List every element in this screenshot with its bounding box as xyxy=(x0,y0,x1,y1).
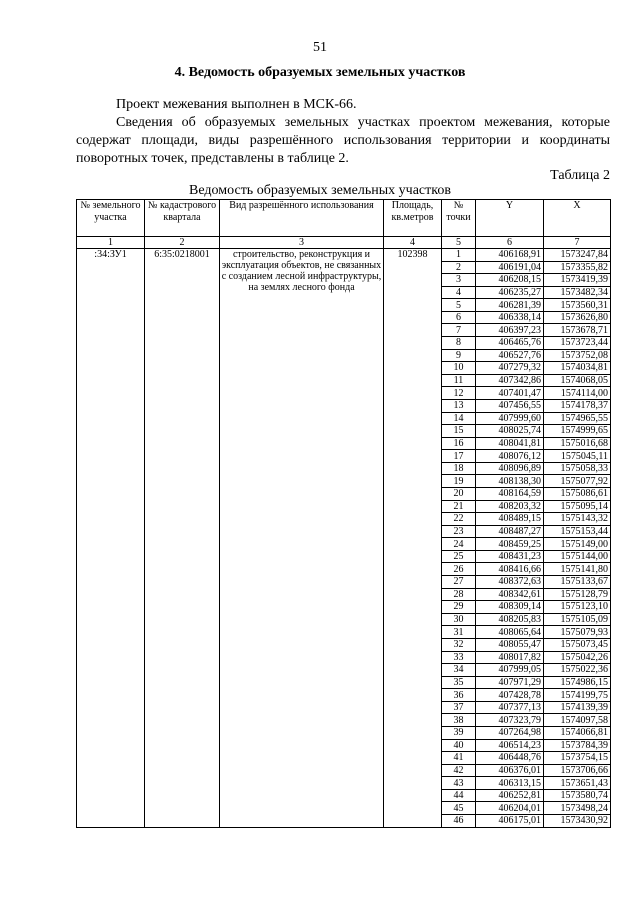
column-number: 3 xyxy=(220,237,384,249)
point-number-cell: 45 xyxy=(442,802,476,815)
y-coordinate-cell: 406252,81 xyxy=(476,789,544,802)
x-coordinate-cell: 1573247,84 xyxy=(544,249,611,262)
description-paragraph: Сведения об образуемых земельных участках проектом межевания, которые содержат площади, виды разрешённого использования территории и координаты поворотных точек, представлены в таблице 2. xyxy=(76,115,610,166)
y-coordinate-cell: 406338,14 xyxy=(476,311,544,324)
x-coordinate-cell: 1575123,10 xyxy=(544,601,611,614)
point-number-cell: 33 xyxy=(442,651,476,664)
point-number-cell: 24 xyxy=(442,538,476,551)
point-number-cell: 1 xyxy=(442,249,476,262)
point-number-cell: 12 xyxy=(442,387,476,400)
x-coordinate-cell: 1574114,00 xyxy=(544,387,611,400)
column-number: 1 xyxy=(77,237,145,249)
header-y: Y xyxy=(476,200,544,237)
x-coordinate-cell: 1574965,55 xyxy=(544,412,611,425)
x-coordinate-cell: 1575141,80 xyxy=(544,563,611,576)
point-number-cell: 18 xyxy=(442,462,476,475)
x-coordinate-cell: 1575058,33 xyxy=(544,462,611,475)
point-number-cell: 31 xyxy=(442,626,476,639)
y-coordinate-cell: 407264,98 xyxy=(476,726,544,739)
point-number-cell: 41 xyxy=(442,752,476,765)
y-coordinate-cell: 408342,61 xyxy=(476,588,544,601)
point-number-cell: 16 xyxy=(442,437,476,450)
y-coordinate-cell: 407999,60 xyxy=(476,412,544,425)
point-number-cell: 29 xyxy=(442,601,476,614)
y-coordinate-cell: 406514,23 xyxy=(476,739,544,752)
point-number-cell: 20 xyxy=(442,487,476,500)
y-coordinate-cell: 407999,05 xyxy=(476,664,544,677)
point-number-cell: 10 xyxy=(442,362,476,375)
x-coordinate-cell: 1573498,24 xyxy=(544,802,611,815)
x-coordinate-cell: 1575045,11 xyxy=(544,450,611,463)
x-coordinate-cell: 1575077,92 xyxy=(544,475,611,488)
y-coordinate-cell: 407377,13 xyxy=(476,701,544,714)
y-coordinate-cell: 406191,04 xyxy=(476,261,544,274)
point-number-cell: 44 xyxy=(442,789,476,802)
x-coordinate-cell: 1575144,00 xyxy=(544,550,611,563)
point-number-cell: 25 xyxy=(442,550,476,563)
x-coordinate-cell: 1573560,31 xyxy=(544,299,611,312)
x-coordinate-cell: 1574999,65 xyxy=(544,425,611,438)
y-coordinate-cell: 406175,01 xyxy=(476,815,544,828)
column-number: 6 xyxy=(476,237,544,249)
x-coordinate-cell: 1573678,71 xyxy=(544,324,611,337)
point-number-cell: 40 xyxy=(442,739,476,752)
point-number-cell: 34 xyxy=(442,664,476,677)
y-coordinate-cell: 408025,74 xyxy=(476,425,544,438)
y-coordinate-cell: 408487,27 xyxy=(476,525,544,538)
y-coordinate-cell: 406313,15 xyxy=(476,777,544,790)
point-number-cell: 13 xyxy=(442,399,476,412)
point-number-cell: 30 xyxy=(442,613,476,626)
column-number: 4 xyxy=(384,237,442,249)
y-coordinate-cell: 408164,59 xyxy=(476,487,544,500)
point-number-cell: 46 xyxy=(442,815,476,828)
point-number-cell: 26 xyxy=(442,563,476,576)
point-number-cell: 35 xyxy=(442,676,476,689)
header-permitted-use: Вид разрешённого использования xyxy=(220,200,384,237)
y-coordinate-cell: 408372,63 xyxy=(476,576,544,589)
y-coordinate-cell: 408205,83 xyxy=(476,613,544,626)
y-coordinate-cell: 408431,23 xyxy=(476,550,544,563)
table-label: Таблица 2 xyxy=(550,168,610,183)
point-number-cell: 6 xyxy=(442,311,476,324)
point-number-cell: 4 xyxy=(442,286,476,299)
y-coordinate-cell: 408096,89 xyxy=(476,462,544,475)
x-coordinate-cell: 1574066,81 xyxy=(544,726,611,739)
x-coordinate-cell: 1574986,15 xyxy=(544,676,611,689)
y-coordinate-cell: 407971,29 xyxy=(476,676,544,689)
y-coordinate-cell: 407428,78 xyxy=(476,689,544,702)
x-coordinate-cell: 1575149,00 xyxy=(544,538,611,551)
x-coordinate-cell: 1574097,58 xyxy=(544,714,611,727)
x-coordinate-cell: 1574199,75 xyxy=(544,689,611,702)
y-coordinate-cell: 406168,91 xyxy=(476,249,544,262)
header-point-number: № точки xyxy=(442,200,476,237)
point-number-cell: 14 xyxy=(442,412,476,425)
area-cell: 102398 xyxy=(384,249,442,828)
permitted-use-cell: строительство, реконструкция и эксплуатация объектов, не связанных с созданием лесной инфраструктуры, на землях лесного фонда xyxy=(220,249,384,828)
point-number-cell: 7 xyxy=(442,324,476,337)
y-coordinate-cell: 408041,81 xyxy=(476,437,544,450)
point-number-cell: 38 xyxy=(442,714,476,727)
point-number-cell: 36 xyxy=(442,689,476,702)
x-coordinate-cell: 1573580,74 xyxy=(544,789,611,802)
y-coordinate-cell: 407342,86 xyxy=(476,374,544,387)
x-coordinate-cell: 1573651,43 xyxy=(544,777,611,790)
x-coordinate-cell: 1573626,80 xyxy=(544,311,611,324)
point-number-cell: 32 xyxy=(442,638,476,651)
point-number-cell: 2 xyxy=(442,261,476,274)
header-parcel-number: № земельного участка xyxy=(77,200,145,237)
x-coordinate-cell: 1573752,08 xyxy=(544,349,611,362)
y-coordinate-cell: 408309,14 xyxy=(476,601,544,614)
y-coordinate-cell: 406204,01 xyxy=(476,802,544,815)
point-number-cell: 23 xyxy=(442,525,476,538)
y-coordinate-cell: 408416,66 xyxy=(476,563,544,576)
point-number-cell: 39 xyxy=(442,726,476,739)
x-coordinate-cell: 1574068,05 xyxy=(544,374,611,387)
column-numbers-row xyxy=(77,237,611,249)
point-number-cell: 21 xyxy=(442,500,476,513)
x-coordinate-cell: 1573784,39 xyxy=(544,739,611,752)
column-number: 7 xyxy=(544,237,611,249)
x-coordinate-cell: 1575105,09 xyxy=(544,613,611,626)
point-number-cell: 37 xyxy=(442,701,476,714)
x-coordinate-cell: 1575133,67 xyxy=(544,576,611,589)
x-coordinate-cell: 1575128,79 xyxy=(544,588,611,601)
y-coordinate-cell: 406527,76 xyxy=(476,349,544,362)
x-coordinate-cell: 1575079,93 xyxy=(544,626,611,639)
x-coordinate-cell: 1574178,37 xyxy=(544,399,611,412)
y-coordinate-cell: 408138,30 xyxy=(476,475,544,488)
y-coordinate-cell: 406208,15 xyxy=(476,274,544,287)
x-coordinate-cell: 1575022,36 xyxy=(544,664,611,677)
point-number-cell: 9 xyxy=(442,349,476,362)
x-coordinate-cell: 1573754,15 xyxy=(544,752,611,765)
point-number-cell: 17 xyxy=(442,450,476,463)
x-coordinate-cell: 1573482,34 xyxy=(544,286,611,299)
x-coordinate-cell: 1575095,14 xyxy=(544,500,611,513)
point-number-cell: 43 xyxy=(442,777,476,790)
x-coordinate-cell: 1574139,39 xyxy=(544,701,611,714)
x-coordinate-cell: 1573430,92 xyxy=(544,815,611,828)
x-coordinate-cell: 1573355,82 xyxy=(544,261,611,274)
x-coordinate-cell: 1575016,68 xyxy=(544,437,611,450)
point-number-cell: 19 xyxy=(442,475,476,488)
table-header-row xyxy=(77,200,611,237)
y-coordinate-cell: 408065,64 xyxy=(476,626,544,639)
x-coordinate-cell: 1575073,45 xyxy=(544,638,611,651)
x-coordinate-cell: 1575153,44 xyxy=(544,525,611,538)
y-coordinate-cell: 408203,32 xyxy=(476,500,544,513)
y-coordinate-cell: 406235,27 xyxy=(476,286,544,299)
x-coordinate-cell: 1575143,32 xyxy=(544,513,611,526)
y-coordinate-cell: 408076,12 xyxy=(476,450,544,463)
point-number-cell: 15 xyxy=(442,425,476,438)
y-coordinate-cell: 406376,01 xyxy=(476,764,544,777)
header-area: Площадь, кв.метров xyxy=(384,200,442,237)
intro-paragraph: Проект межевания выполнен в МСК-66. xyxy=(116,97,357,112)
column-number: 5 xyxy=(442,237,476,249)
y-coordinate-cell: 407456,55 xyxy=(476,399,544,412)
parcel-number-cell: :34:ЗУ1 xyxy=(77,249,145,828)
point-number-cell: 27 xyxy=(442,576,476,589)
point-number-cell: 42 xyxy=(442,764,476,777)
point-number-cell: 11 xyxy=(442,374,476,387)
point-number-cell: 5 xyxy=(442,299,476,312)
y-coordinate-cell: 406397,23 xyxy=(476,324,544,337)
x-coordinate-cell: 1575086,61 xyxy=(544,487,611,500)
table-caption: Ведомость образуемых земельных участков xyxy=(189,183,451,198)
points-body xyxy=(77,249,611,828)
x-coordinate-cell: 1574034,81 xyxy=(544,362,611,375)
page-number: 51 xyxy=(313,40,327,55)
y-coordinate-cell: 406281,39 xyxy=(476,299,544,312)
header-x: X xyxy=(544,200,611,237)
point-number-cell: 28 xyxy=(442,588,476,601)
parcels-table xyxy=(76,199,611,828)
header-cadastral-quarter: № кадастрового квартала xyxy=(145,200,220,237)
section-title: 4. Ведомость образуемых земельных участков xyxy=(174,65,466,80)
point-number-cell: 8 xyxy=(442,337,476,350)
x-coordinate-cell: 1573706,66 xyxy=(544,764,611,777)
x-coordinate-cell: 1575042,26 xyxy=(544,651,611,664)
y-coordinate-cell: 407401,47 xyxy=(476,387,544,400)
cadastral-quarter-cell: 6:35:0218001 xyxy=(145,249,220,828)
point-number-cell: 22 xyxy=(442,513,476,526)
y-coordinate-cell: 408459,25 xyxy=(476,538,544,551)
y-coordinate-cell: 408489,15 xyxy=(476,513,544,526)
y-coordinate-cell: 407323,79 xyxy=(476,714,544,727)
x-coordinate-cell: 1573723,44 xyxy=(544,337,611,350)
y-coordinate-cell: 406448,76 xyxy=(476,752,544,765)
x-coordinate-cell: 1573419,39 xyxy=(544,274,611,287)
y-coordinate-cell: 406465,76 xyxy=(476,337,544,350)
column-number: 2 xyxy=(145,237,220,249)
point-number-cell: 3 xyxy=(442,274,476,287)
y-coordinate-cell: 408017,82 xyxy=(476,651,544,664)
y-coordinate-cell: 407279,32 xyxy=(476,362,544,375)
y-coordinate-cell: 408055,47 xyxy=(476,638,544,651)
table-row xyxy=(77,249,611,262)
